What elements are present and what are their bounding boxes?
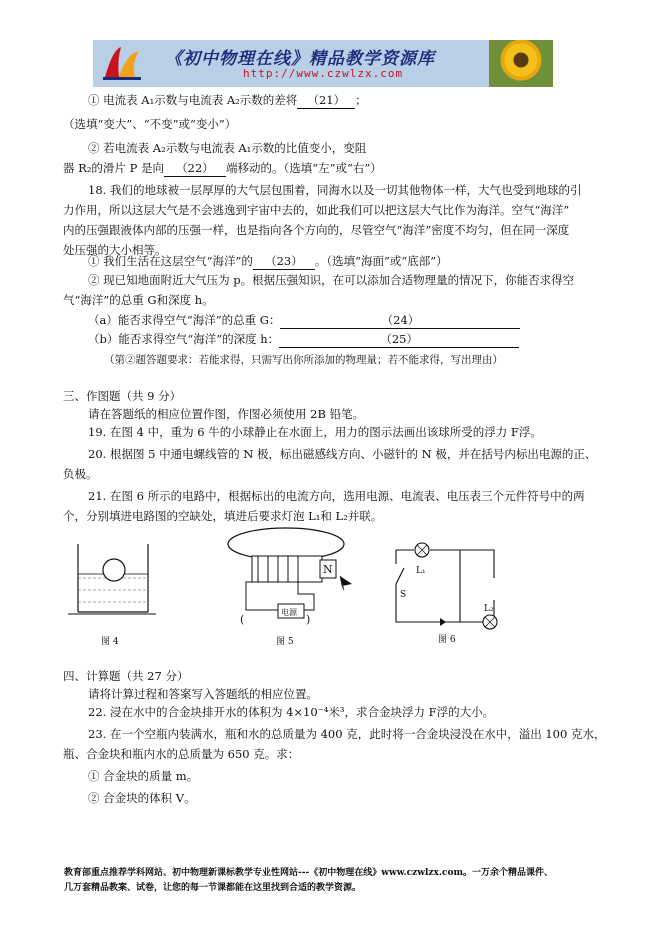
answer-blank-23: （23） — [253, 253, 315, 270]
figure-4-caption: 图 4 — [101, 637, 119, 647]
q18-part2: ② 现已知地面附近大气压为 p。根据压强知识，在可以添加合适物理量的情况下，你能否求得空 — [88, 273, 575, 287]
q18-text-4: 处压强的大小相等。 — [63, 243, 167, 257]
solenoid-N-label: N — [323, 563, 333, 576]
footer-line-1: 教育部重点推荐学科网站、初中物理新课标教学专业性网站---《初中物理在线》www.czwlzx.com。一万余个精品课件、 — [64, 868, 554, 878]
q18-note: （第②题答题要求：若能求得，只需写出你所添加的物理量；若不能求得，写出理由） — [104, 354, 503, 366]
ball — [103, 559, 125, 581]
q18-part2-a: （a）能否求得空气“海洋”的总重 G： （24） — [88, 312, 520, 329]
section3-heading: 三、作图题（共 9 分） — [63, 389, 182, 403]
q20-text-2: 负极。 — [63, 467, 98, 481]
q18-text-1: 18. 我们的地球被一层厚厚的大气层包围着，同海水以及一切其他物体一样，大气也受到地球的引 — [88, 183, 582, 197]
site-logo — [99, 43, 147, 83]
answer-blank-25: （25） — [279, 331, 519, 348]
q21-text-2: 个，分别填进电路图的空缺处，填进后要求灯泡 L₁和 L₂并联。 — [63, 509, 383, 523]
q17-part1: ① 电流表 A₁示数与电流表 A₂示数的差将 （21） ； — [88, 93, 367, 107]
q23-part2: ② 合金块的体积 V。 — [88, 791, 196, 805]
footer-line-2: 几万套精品教案、试卷，让您的每一节课都能在这里找到合适的教学资源。 — [64, 883, 362, 893]
figure-4-diagram — [66, 538, 156, 626]
q21-text-1: 21. 在图 6 所示的电路中，根据标出的电流方向，选用电源、电流表、电压表三个元件符号中的两 — [88, 489, 585, 503]
current-arrow-icon — [440, 618, 446, 626]
q22-text: 22. 浸在水中的合金块排开水的体积为 4×10⁻⁴米³，求合金块浮力 F浮的大小。 — [88, 705, 495, 719]
q20-text-1: 20. 根据图 5 中通电螺线管的 N 极，标出磁感线方向、小磁针的 N 极，并在括号内标出电源的正、 — [88, 447, 597, 461]
switch-icon — [396, 568, 404, 584]
switch-S-label: S — [400, 590, 407, 600]
banner-title: 《初中物理在线》精品教学资源库 — [165, 49, 435, 69]
magnetic-field-line — [228, 528, 344, 560]
q18-text-2: 力作用，所以这层大气是不会逃逸到宇宙中去的，如此我们可以把这层大气比作为海洋。空气“海洋” — [63, 203, 570, 217]
polarity-paren-right: ) — [306, 613, 311, 626]
figure-6-diagram — [388, 538, 508, 630]
section4-heading: 四、计算题（共 27 分） — [63, 669, 189, 683]
q19-text: 19. 在图 4 中，重为 6 牛的小球静止在水面上，用力的图示法画出该球所受的浮力 F浮。 — [88, 425, 542, 439]
figure-6-caption: 图 6 — [438, 635, 456, 645]
lamp-L2-label: L₂ — [484, 604, 494, 614]
figure-5-caption: 图 5 — [276, 637, 294, 647]
answer-blank-24: （24） — [280, 312, 520, 329]
q17-part1-hint: （选填“变大”、“不变”或“变小”） — [63, 117, 237, 131]
lamp-L1-label: L₁ — [416, 566, 426, 576]
q18-part1: ① 我们生活在这层空气“海洋”的 （23） 。（选填“海面”或“底部”） — [88, 254, 448, 268]
section3-requirement: 请在答题纸的相应位置作图，作图必须使用 2B 铅笔。 — [88, 407, 365, 421]
section4-requirement: 请将计算过程和答案写入答题纸的相应位置。 — [88, 687, 318, 701]
q18-part2-b: （b）能否求得空气“海洋”的深度 h： （25） — [88, 331, 519, 348]
header-banner — [93, 40, 553, 87]
q17-part2-cont: 器 R₂的滑片 P 是向 （22） 端移动的。（选填“左”或“右”） — [63, 161, 382, 175]
page-footer — [64, 866, 624, 896]
q23-part1: ① 合金块的质量 m。 — [88, 769, 199, 783]
answer-blank-22: （22） — [164, 160, 226, 177]
q18-part2-cont: 气“海洋”的总重 G和深度 h。 — [63, 293, 214, 307]
sunflower-icon — [489, 40, 553, 87]
power-source-label: 电源 — [281, 608, 297, 617]
q23-text-2: 瓶、合金块和瓶内水的总质量为 650 克。求： — [63, 747, 300, 761]
banner-url: http://www.czwlzx.com — [243, 67, 404, 80]
q17-part2: ② 若电流表 A₂示数与电流表 A₁示数的比值变小，变阻 — [88, 141, 367, 155]
q18-text-3: 内的压强跟液体内部的压强一样，也是指向各个方向的，尽管空气“海洋”密度不均匀，但在同一深度 — [63, 223, 570, 237]
answer-blank-21: （21） — [297, 92, 355, 109]
q23-text-1: 23. 在一个空瓶内装满水，瓶和水的总质量为 400 克，此时将一合金块浸没在水中，溢出 100 克水， — [88, 727, 606, 741]
polarity-paren-left: ( — [240, 613, 245, 626]
